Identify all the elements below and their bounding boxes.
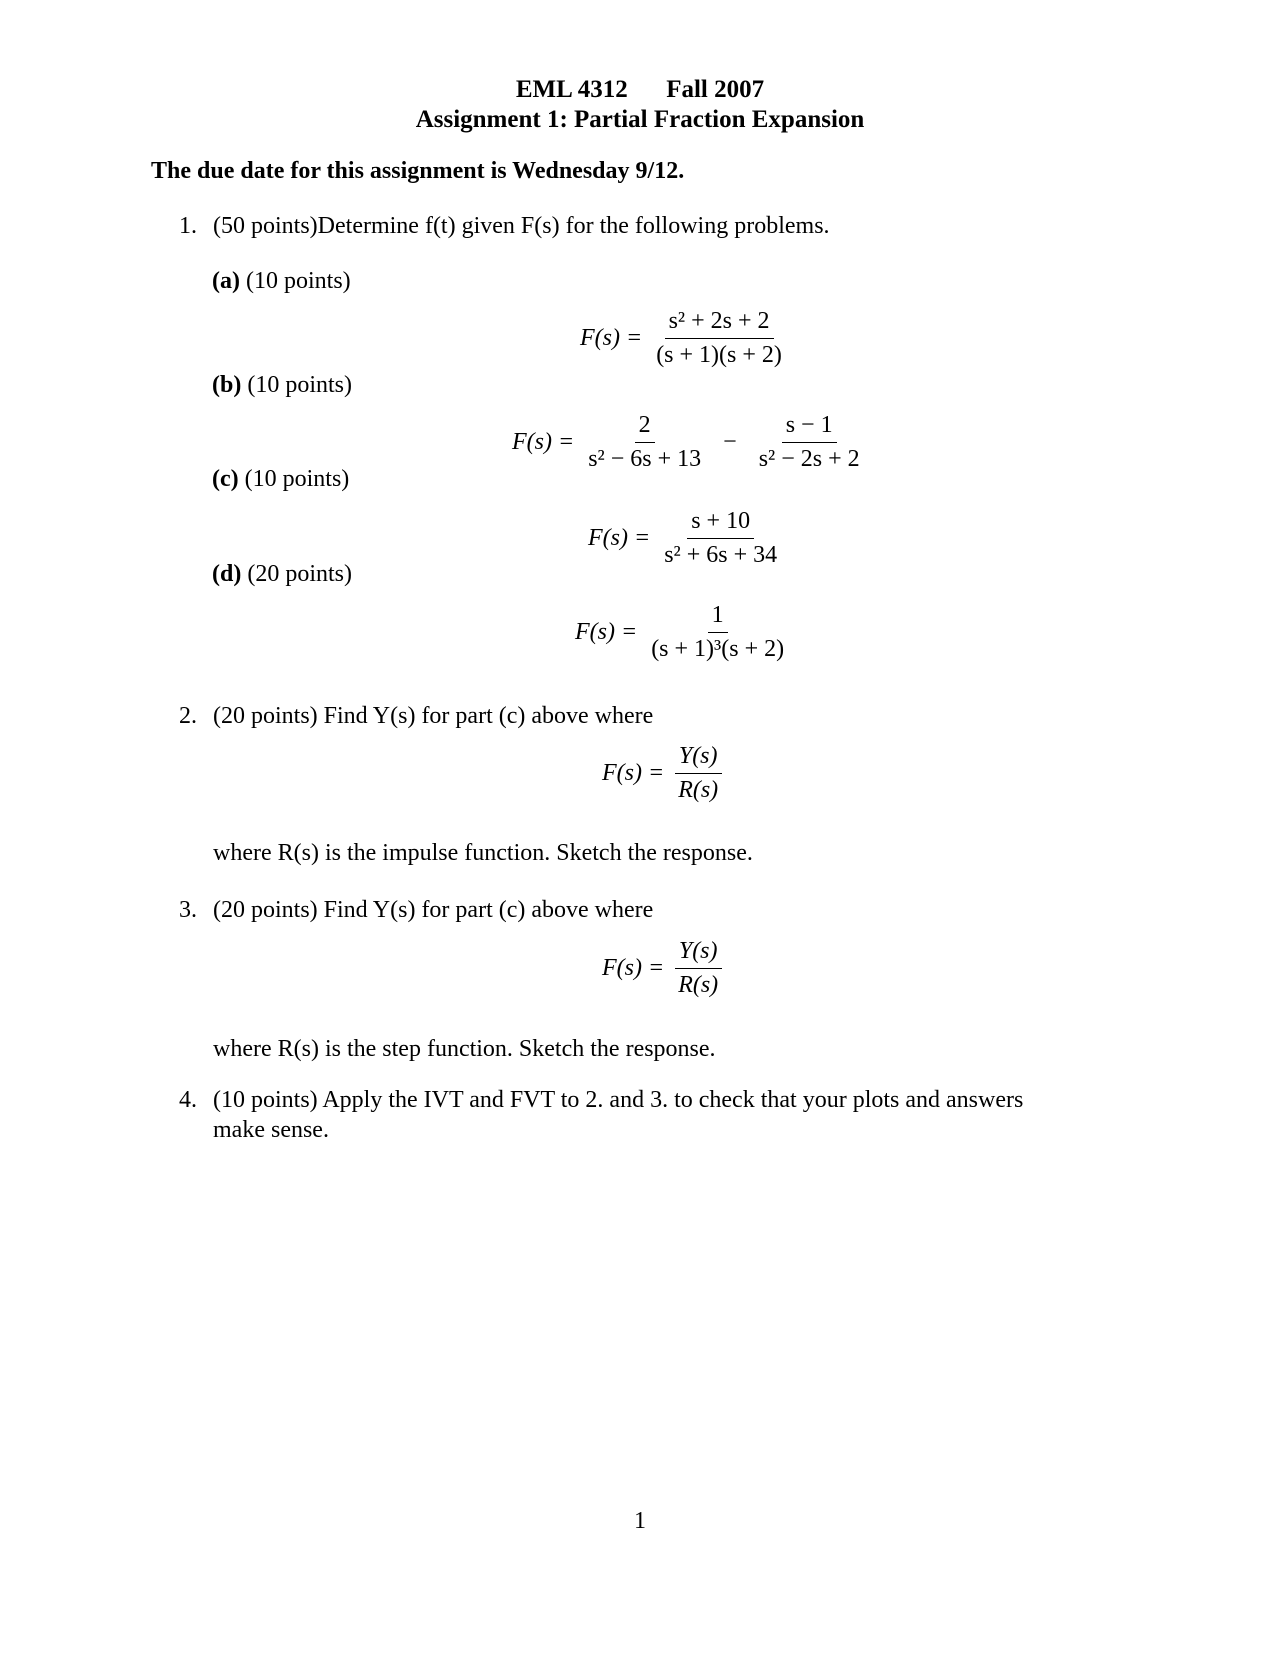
problem-2-number: 2. [179, 703, 197, 729]
equation-a-lhs: F(s) = [580, 325, 643, 351]
part-a-label: (a) [212, 268, 240, 294]
equation-3-fraction [674, 938, 722, 999]
equation-d-denominator: (s + 1)³(s + 2) [651, 636, 785, 662]
equation-2 [602, 743, 728, 804]
part-a-heading [212, 268, 351, 295]
equation-2-fraction [674, 743, 722, 804]
problem-3-text: (20 points) Find Y(s) for part (c) above where [213, 897, 654, 923]
part-b-points: (10 points) [247, 372, 353, 398]
equation-b-fraction-2 [755, 412, 864, 473]
equation-3-lhs: F(s) = [602, 955, 665, 981]
problem-3-followup: where R(s) is the step function. Sketch the response. [213, 1036, 716, 1062]
problem-4-number: 4. [179, 1087, 197, 1113]
equation-d [575, 602, 794, 663]
equation-c-fraction [660, 508, 781, 569]
part-c-label: (c) [212, 466, 239, 492]
equation-2-denominator: R(s) [678, 777, 719, 803]
equation-a-denominator: (s + 1)(s + 2) [656, 342, 782, 368]
part-d-label: (d) [212, 561, 242, 587]
course-header [0, 76, 1280, 104]
equation-3 [602, 938, 728, 999]
part-d-heading [212, 561, 352, 588]
problem-1-text: (50 points)Determine f(t) given F(s) for the following problems. [213, 213, 830, 239]
assignment-title: Assignment 1: Partial Fraction Expansion [415, 106, 865, 133]
equation-c-denominator: s² + 6s + 34 [664, 542, 778, 568]
problem-1-number: 1. [179, 213, 197, 239]
equation-3-numerator: Y(s) [675, 938, 722, 969]
equation-c [588, 508, 787, 569]
part-d-points: (20 points) [247, 561, 353, 587]
equation-2-numerator: Y(s) [675, 743, 722, 774]
equation-b-fraction-1 [584, 412, 705, 473]
equation-d-fraction [647, 602, 788, 663]
part-b-heading [212, 372, 352, 399]
equation-b [512, 412, 870, 473]
due-date-note: The due date for this assignment is Wednesday 9/12. [151, 158, 685, 184]
problem-2-text: (20 points) Find Y(s) for part (c) above where [213, 703, 654, 729]
equation-c-numerator: s + 10 [687, 508, 754, 539]
equation-a [580, 308, 792, 369]
equation-b-numerator-1: 2 [635, 412, 655, 443]
equation-b-denominator-1: s² − 6s + 13 [588, 446, 702, 472]
equation-b-lhs: F(s) = [512, 429, 575, 455]
equation-d-lhs: F(s) = [575, 619, 638, 645]
equation-a-numerator: s² + 2s + 2 [665, 308, 774, 339]
part-c-points: (10 points) [244, 466, 350, 492]
problem-3-number: 3. [179, 897, 197, 923]
problem-2-followup: where R(s) is the impulse function. Sketch the response. [213, 840, 753, 866]
equation-b-denominator-2: s² − 2s + 2 [758, 446, 860, 472]
equation-d-numerator: 1 [708, 602, 728, 633]
part-a-points: (10 points) [245, 268, 351, 294]
equation-3-denominator: R(s) [678, 972, 719, 998]
equation-c-lhs: F(s) = [588, 525, 651, 551]
problem-4-text-line-1: (10 points) Apply the IVT and FVT to 2. and 3. to check that your plots and answers [213, 1087, 1024, 1113]
page-number: 1 [634, 1508, 646, 1534]
equation-b-operator: − [723, 429, 737, 455]
problem-4-text-line-2: make sense. [213, 1117, 329, 1143]
equation-2-lhs: F(s) = [602, 760, 665, 786]
equation-b-numerator-2: s − 1 [782, 412, 837, 443]
course-code: EML 4312 [515, 76, 628, 103]
course-term: Fall 2007 [666, 76, 765, 103]
part-c-heading [212, 466, 349, 493]
equation-a-fraction [652, 308, 786, 369]
part-b-label: (b) [212, 372, 242, 398]
